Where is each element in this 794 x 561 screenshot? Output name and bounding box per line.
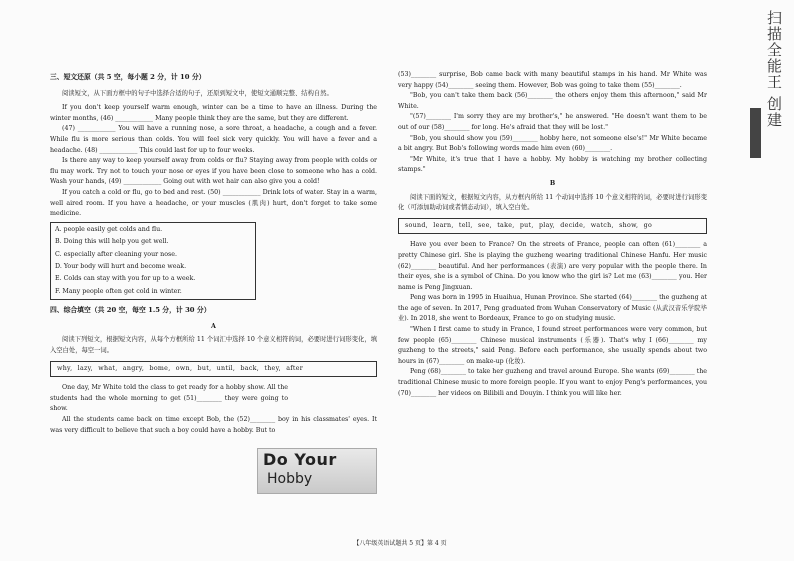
right-column [398, 70, 707, 399]
part-a-label: A [211, 322, 216, 330]
story-paragraph: "(57)________ I'm sorry they are my brother's," he answered. "He doesn't want them to be out of our (58)________ for long. He's afraid that they will be lost." [398, 113, 707, 131]
story-paragraph: "Bob, you can't take them back (56)________ the others enjoy them this afternoon," said Mr White. [398, 92, 707, 110]
part-b-paragraph: Peng (68)________ to take her guzheng and travel around Europe. She wants (69)________ the traditional Chinese music to more foreign people. If you want to enjoy Peng's performances, you (70)________ her videos on Bilibili and Douyin. I think you will like her. [398, 368, 707, 397]
section3-paragraph: If you catch a cold or flu, go to bed and rest. (50) ____________ Drink lots of water. Stay in a warm, well aired room. If you have a headache, or your muscles (肌肉) hurt, don't forget to take some medicine. [50, 188, 377, 218]
part-a-instruction: 阅读下列短文，根据短文内容，从每个方框所给 11 个词汇中选择 10 个意义相符的词，必要时进行词形变化，填入空白处，每空一词。 [50, 336, 377, 354]
story-paragraph: (53)________ surprise, Bob came back with many beautiful stamps in his hand. Mr White was very happy (54)________ seeing them. However, Bob was going to take them (55)________. [398, 71, 707, 89]
part-a-paragraph: All the students came back on time except Bob, the (52)________ boy in his classmates' eyes. It was very difficult to believe that such a boy could have a hobby. But to [50, 415, 377, 434]
do-your-hobby-image [257, 448, 377, 494]
section3-instruction: 阅读短文，从下面方框中的句子中选择合适的句子，还原到短文中，使短文通顺完整、结构自然。 [62, 89, 333, 97]
section4-heading: 四、综合填空（共 20 空，每空 1.5 分，计 30 分） [50, 306, 211, 315]
story-paragraph: "Mr White, it's true that I have a hobby. My hobby is watching my brother collecting stamps." [398, 155, 707, 174]
part-b-paragraph: Peng was born in 1995 in Huaihua, Hunan Province. She started (64)________ the guzheng at the age of seven. In 2017, Peng graduated from Wuhan Conservatory of Music (从武汉音乐学院毕业). In 2018, she went to Bordeaux, France to go on studying music. [398, 294, 707, 323]
part-a-word-box: why, lazy, what, angry, bome, own, but, until, back, they, after [50, 361, 377, 378]
page-footer: 【八年级英语试题共 5 页】第 4 页 [353, 540, 447, 547]
part-b-instruction: 阅读下面的短文，根据短文内容，从方框内所给 11 个动词中选择 10 个意义相符的词，必要时进行词形变化（可添加助动词或者情态动词），填入空白处。 [398, 193, 707, 212]
section3-heading: 三、短文还原（共 5 空，每小题 2 分，计 10 分） [50, 73, 206, 81]
option-b: B. Doing this will help you get well. [55, 238, 169, 246]
left-column [50, 70, 377, 436]
part-b-word-box: sound, learn, tell, see, take, put, play, decide, watch, show, go [398, 218, 707, 235]
story-paragraph: "Bob, you should show you (59)________ hobby here, not someone else's!" Mr White became a bit angry. But Bob's following words made him even (60)________. [398, 134, 707, 153]
scanner-watermark [748, 8, 788, 158]
part-b-label: B [549, 179, 556, 187]
hobby-image-line1: Do Your [263, 450, 337, 469]
scanner-logo-icon [750, 108, 761, 158]
option-a: A. people easily get colds and flu. [55, 225, 163, 233]
section3-paragraph: If you don't keep yourself warm enough, winter can be a time to have an illness. During the winter months, (46) ____________ Many people think they are the same, but they are different. [50, 104, 377, 122]
option-e: E. Colds can stay with you for up to a week. [55, 275, 196, 283]
part-b-paragraph: "When I first came to study in France, I found street performances were very common, but few people (65)________ Chinese musical instruments (乐器). That's why I (66)________ my guzheng to the streets," said Peng. Before each performance, she usually spends about two hours in (67)________ on make-up (化妆). [398, 326, 707, 365]
part-b-paragraph: Have you ever been to France? On the streets of France, people can often (61)________ a pretty Chinese girl. She is playing the guzheng wearing traditional Chinese Hanfu. Her music (62)________ beautiful. And her performances (表演) are very popular with the people there. In their eyes, she is a symbol of China. Do you know who the girl is? Let me (63)________ you. Her name is Peng Jingxuan. [398, 241, 707, 291]
options-box [50, 222, 256, 300]
option-c: C. especially after cleaning your nose. [55, 250, 177, 258]
section3-paragraph: (47) ____________ You will have a running nose, a sore throat, a headache, a cough and a fever. While flu is more serious than colds. You will feel sick very quickly. You will have a fever and a headache. (48) ____________ This could last for up to four weeks. [50, 125, 377, 154]
option-f: F. Many people often get cold in winter. [55, 287, 182, 295]
option-d: D. Your body will hurt and become weak. [55, 262, 187, 270]
section3-paragraph: Is there any way to keep yourself away from colds or flu? Staying away from people with colds or flu may work. Try not to touch your nose or eyes if you have been close to someone who has a cold. Wash your hands, (49) ____________ Going out with wet hair can also give you a cold! [50, 157, 377, 186]
scanner-watermark-text: 扫描全能王 创建 [765, 10, 783, 128]
part-a-paragraph: One day, Mr White told the class to get ready for a hobby show. All the students had the whole morning to get (51)________ they were going to show. [50, 384, 288, 413]
hobby-image-line2: Hobby [267, 471, 313, 487]
